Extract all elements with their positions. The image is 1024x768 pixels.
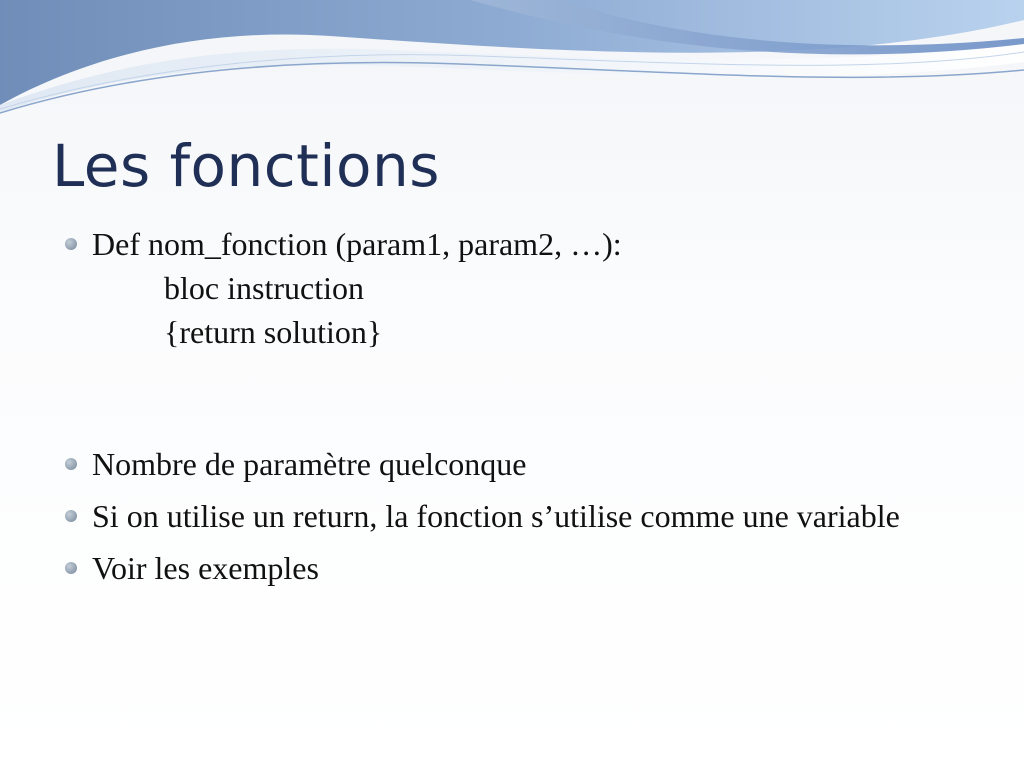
slide-title: Les fonctions [52, 132, 441, 200]
round-bullet-icon [65, 510, 77, 522]
bullet-item-definition [92, 222, 992, 354]
bullet-text: Si on utilise un return, la fonction s’utilise comme une variable [92, 498, 900, 534]
round-bullet-icon [65, 458, 77, 470]
bullet-text: Nombre de paramètre quelconque [92, 446, 527, 482]
code-line-body: bloc instruction [164, 270, 364, 306]
bullet-item-parameters [92, 442, 992, 486]
bullet-list [92, 222, 992, 598]
round-bullet-icon [65, 238, 77, 250]
header-wave-decoration [0, 0, 1024, 130]
bullet-item-examples [92, 546, 992, 590]
code-line-signature: Def nom_fonction (param1, param2, …): [92, 226, 622, 262]
code-line-return: {return solution} [164, 314, 383, 350]
round-bullet-icon [65, 562, 77, 574]
spacer [92, 362, 992, 442]
bullet-item-return [92, 494, 992, 538]
bullet-text: Voir les exemples [92, 550, 319, 586]
